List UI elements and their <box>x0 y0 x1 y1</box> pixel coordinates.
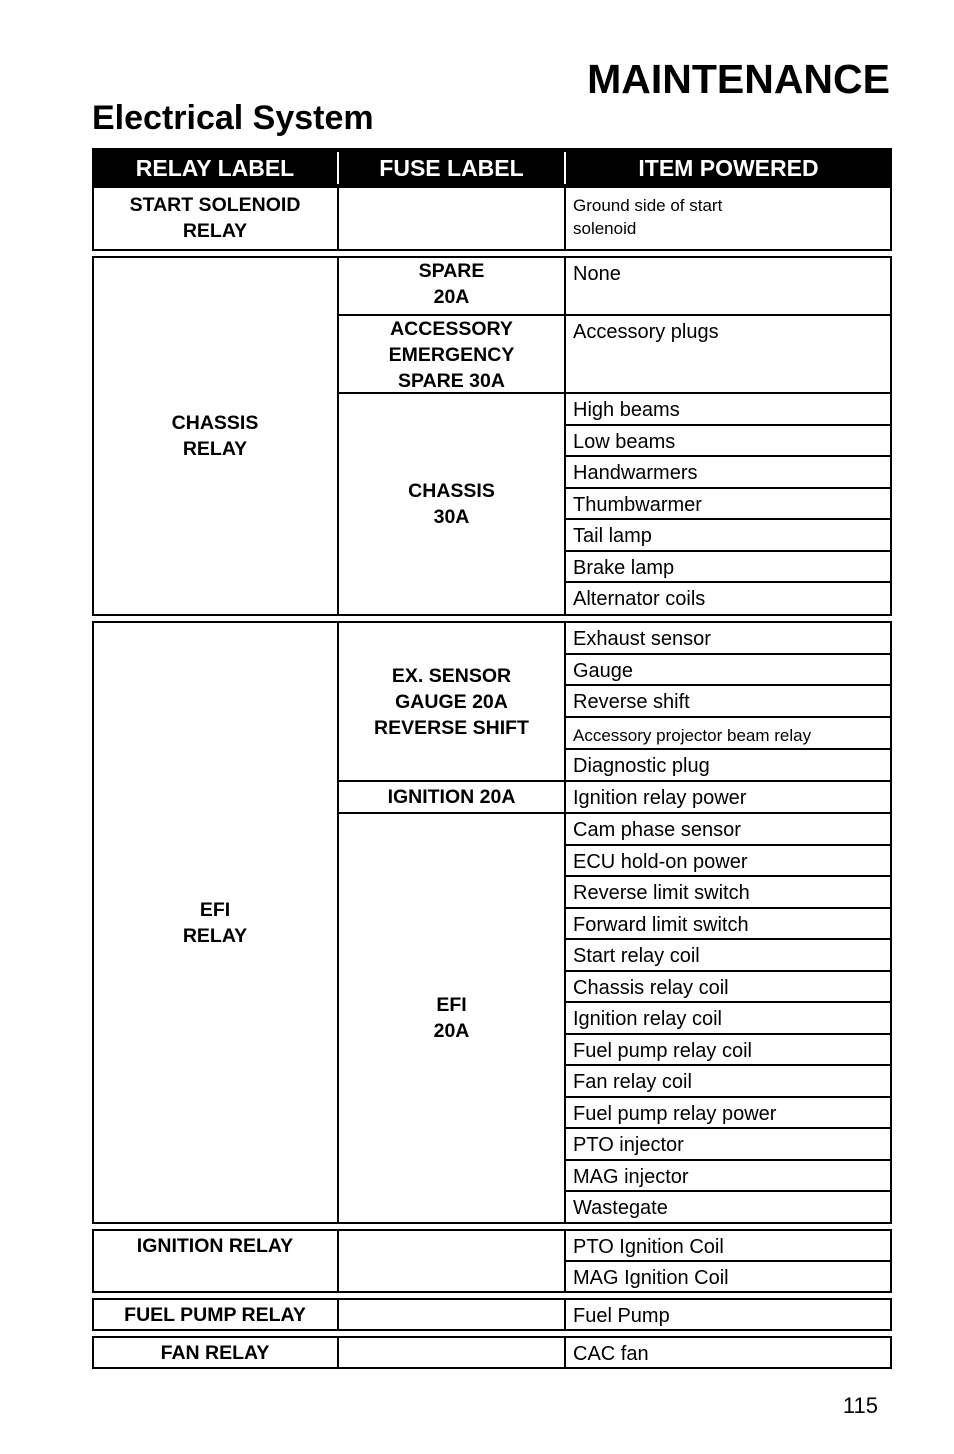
text-line: 30A <box>433 506 470 528</box>
text-line: solenoid <box>573 219 637 238</box>
text-line: START SOLENOID <box>129 194 301 216</box>
item-powered-cell: ECU hold-on power <box>573 851 748 873</box>
text-line: EMERGENCY <box>388 344 515 366</box>
item-powered-cell: Alternator coils <box>573 588 706 610</box>
item-powered-cell: Accessory projector beam relay <box>573 726 812 745</box>
item-powered-cell: Thumbwarmer <box>573 494 702 516</box>
item-powered-cell: Fuel pump relay coil <box>573 1040 752 1062</box>
text-line: RELAY <box>182 220 248 242</box>
header-separator <box>564 152 566 184</box>
text-line: GAUGE 20A <box>395 690 508 713</box>
item-powered-cell: Wastegate <box>573 1197 668 1219</box>
item-powered-cell: Fuel pump relay power <box>573 1103 777 1125</box>
text-line: FAN RELAY <box>160 1342 270 1364</box>
relay-label <box>92 1231 338 1291</box>
item-powered-cell: Start relay coil <box>573 945 700 967</box>
item-powered-cell: Reverse shift <box>573 691 690 713</box>
text-line: CHASSIS <box>171 412 259 434</box>
text-line: REVERSE SHIFT <box>374 716 529 739</box>
item-powered-cell: Accessory plugs <box>573 321 719 343</box>
item-powered-cell: None <box>573 263 621 285</box>
item-powered-cell: Exhaust sensor <box>573 628 711 650</box>
item-powered-cell: PTO injector <box>573 1134 684 1156</box>
section-title: MAINTENANCE <box>587 56 890 102</box>
text-line: RELAY <box>182 438 248 460</box>
fuse-label <box>338 623 565 780</box>
relay-label <box>92 1338 338 1367</box>
fuse-label <box>338 316 565 392</box>
item-powered-cell: Ignition relay power <box>573 787 747 809</box>
header-relay-label: RELAY LABEL <box>92 148 338 188</box>
text-line: EFI <box>199 898 231 921</box>
text-line: SPARE <box>418 260 485 282</box>
item-powered-cell: Fan relay coil <box>573 1071 692 1093</box>
item-powered-cell: Tail lamp <box>573 525 652 547</box>
relay-label <box>92 623 338 1222</box>
text-line: Ground side of start <box>573 196 723 215</box>
relay-label <box>92 1300 338 1329</box>
item-powered-cell: Ignition relay coil <box>573 1008 722 1030</box>
item-powered-cell: PTO Ignition Coil <box>573 1236 724 1258</box>
text-line: FUEL PUMP RELAY <box>124 1304 306 1326</box>
item-powered-cell: High beams <box>573 399 680 421</box>
item-powered-cell: Handwarmers <box>573 462 698 484</box>
relay-fuse-table <box>92 148 892 1365</box>
header-fuse-label: FUSE LABEL <box>338 148 565 188</box>
item-powered-cell: MAG injector <box>573 1166 689 1188</box>
page-number: 115 <box>842 1393 878 1418</box>
text-line: EFI <box>436 994 467 1016</box>
item-powered-cell: Diagnostic plug <box>573 755 710 777</box>
page-title: Electrical System <box>92 99 374 137</box>
header-separator <box>337 152 339 184</box>
relay-label <box>92 190 338 249</box>
text-line: SPARE 30A <box>398 370 505 392</box>
text-line: IGNITION 20A <box>387 786 516 808</box>
text-line: 20A <box>433 1020 470 1042</box>
text-line: RELAY <box>182 924 248 947</box>
relay-label <box>92 258 338 614</box>
text-line: ACCESSORY <box>390 318 513 340</box>
text-line: 20A <box>433 286 470 308</box>
fuse-label <box>338 394 565 614</box>
item-powered-cell: Fuel Pump <box>573 1305 670 1327</box>
item-powered-cell: CAC fan <box>573 1343 649 1365</box>
fuse-label <box>338 782 565 812</box>
item-powered-cell: Reverse limit switch <box>573 882 750 904</box>
item-powered-cell <box>565 190 890 249</box>
text-line: IGNITION RELAY <box>136 1235 294 1257</box>
text-line: CHASSIS <box>408 480 495 502</box>
item-powered-cell: Forward limit switch <box>573 914 749 936</box>
item-powered-cell: Low beams <box>573 431 676 453</box>
item-powered-cell: Chassis relay coil <box>573 977 729 999</box>
text-line: EX. SENSOR <box>391 664 512 687</box>
item-powered-cell: Cam phase sensor <box>573 819 741 841</box>
fuse-label <box>338 258 565 314</box>
header-item-powered: ITEM POWERED <box>565 148 892 188</box>
item-powered-cell: Gauge <box>573 660 634 682</box>
item-powered-cell: Brake lamp <box>573 557 675 579</box>
item-powered-cell: MAG Ignition Coil <box>573 1267 729 1289</box>
fuse-label <box>338 814 565 1222</box>
